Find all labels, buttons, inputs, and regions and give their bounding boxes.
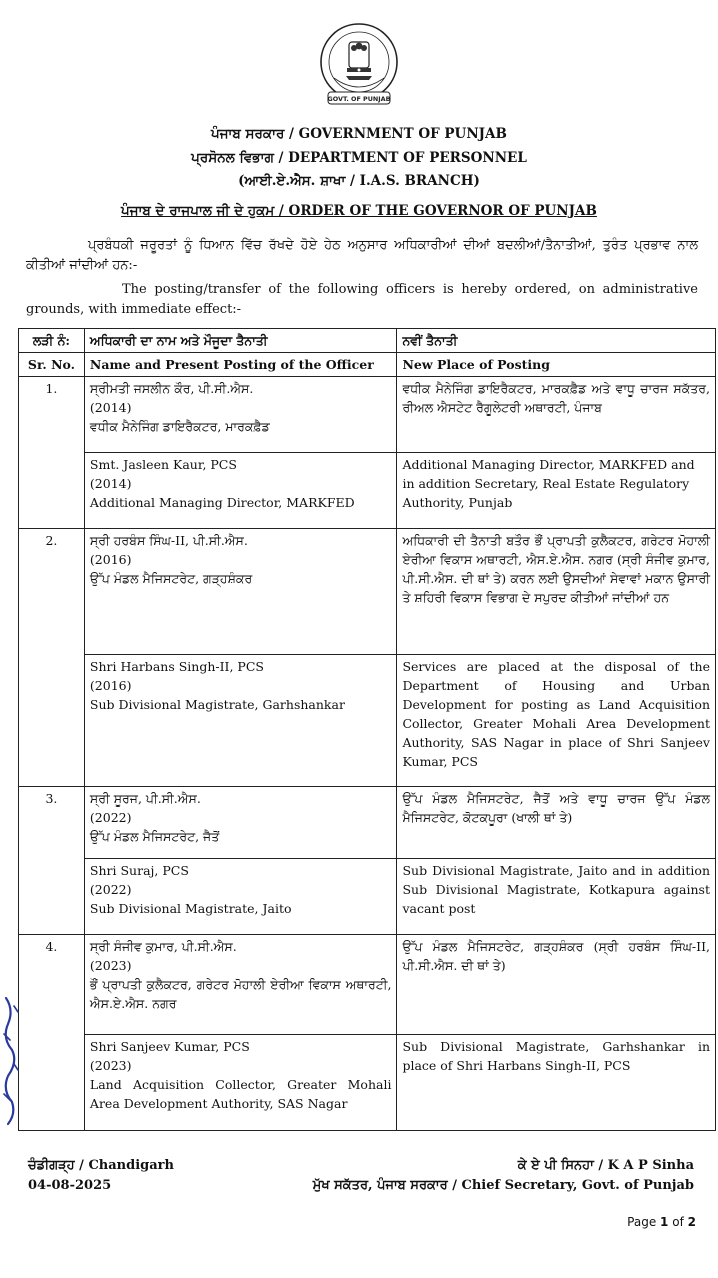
officer-cell-pa [84, 377, 397, 453]
header-row-english [19, 353, 716, 377]
intro-english: The posting/transfer of the following officers is hereby ordered, on administrative grounds, with immediate effect:- [26, 282, 698, 317]
table-row [19, 529, 716, 655]
new-posting: ਉੱਪ ਮੰਡਲ ਮੈਜਿਸਟਰੇਟ, ਜੈਤੋਂ ਅਤੇ ਵਾਧੂ ਚਾਰਜ ਉੱਪ ਮੰਡਲ ਮੈਜਿਸਟਰੇਟ, ਕੋਟਕਪੂਰਾ (ਖਾਲੀ ਥਾਂ ਤੇ) [397, 787, 716, 859]
present-posting: ਭੌਂ ਪ੍ਰਾਪਤੀ ਕੁਲੈਕਟਰ, ਗਰੇਟਰ ਮੋਹਾਲੀ ਏਰੀਆ ਵਿਕਾਸ ਅਥਾਰਟੀ, ਐਸ.ਏ.ਐਸ. ਨਗਰ [89, 977, 392, 1011]
branch-heading: (ਆਈ.ਏ.ਐਸ. ਸ਼ਾਖਾ / I.A.S. BRANCH) [238, 173, 480, 189]
officer-name: Shri Suraj, PCS [89, 863, 189, 878]
header-row-punjabi [19, 329, 716, 353]
page-number [627, 1215, 696, 1229]
footer-place-date [28, 1156, 174, 1196]
sr-number: 2. [19, 529, 85, 787]
table-row [19, 935, 716, 1035]
present-posting: Sub Divisional Magistrate, Jaito [89, 901, 292, 916]
department-heading: ਪ੍ਰਸੋਨਲ ਵਿਭਾਗ / DEPARTMENT OF PERSONNEL [191, 150, 527, 166]
emblem-label: GOVT. OF PUNJAB [327, 95, 391, 103]
present-posting: ਉੱਪ ਮੰਡਲ ਮੈਜਿਸਟਰੇਟ, ਗੜ੍ਹਸ਼ੰਕਰ [89, 571, 253, 586]
new-posting: ਉੱਪ ਮੰਡਲ ਮੈਜਿਸਟਰੇਟ, ਗੜ੍ਹਸ਼ੰਕਰ (ਸ੍ਰੀ ਹਰਬੰਸ ਸਿੰਘ-II, ਪੀ.ਸੀ.ਐਸ. ਦੀ ਥਾਂ ਤੇ) [397, 935, 716, 1035]
officer-batch: (2023) [89, 958, 132, 973]
officer-cell-en [84, 859, 397, 935]
officer-cell-pa [84, 529, 397, 655]
header-officer-pa: ਅਧਿਕਾਰੀ ਦਾ ਨਾਮ ਅਤੇ ਮੌਜੂਦਾ ਤੈਨਾਤੀ [84, 329, 397, 353]
order-title: ਪੰਜਾਬ ਦੇ ਰਾਜਪਾਲ ਜੀ ਦੇ ਹੁਕਮ / ORDER OF THE GOVERNOR OF PUNJAB [121, 203, 597, 219]
government-heading: ਪੰਜਾਬ ਸਰਕਾਰ / GOVERNMENT OF PUNJAB [211, 126, 507, 142]
officer-cell-en [84, 1035, 397, 1131]
page-current: 1 [660, 1215, 669, 1229]
officer-batch: (2016) [89, 552, 132, 567]
officer-name: ਸ੍ਰੀਮਤੀ ਜਸਲੀਨ ਕੌਰ, ਪੀ.ਸੀ.ਐਸ. [89, 381, 254, 396]
table-row [19, 453, 716, 529]
officer-batch: (2022) [89, 882, 132, 897]
header-new-pa: ਨਵੀਂ ਤੈਨਾਤੀ [397, 329, 716, 353]
new-posting: Additional Managing Director, MARKFED and in addition Secretary, Real Estate Regulatory Authority, Punjab [397, 453, 716, 529]
officer-cell-en [84, 453, 397, 529]
officer-name: ਸ੍ਰੀ ਹਰਬੰਸ ਸਿੰਘ-II, ਪੀ.ਸੀ.ਐਸ. [89, 533, 248, 548]
header-sr-pa: ਲੜੀ ਨੰ: [19, 329, 85, 353]
table-row [19, 1035, 716, 1131]
new-posting: ਅਧਿਕਾਰੀ ਦੀ ਤੈਨਾਤੀ ਬਤੌਰ ਭੌਂ ਪ੍ਰਾਪਤੀ ਕੁਲੈਕਟਰ, ਗਰੇਟਰ ਮੋਹਾਲੀ ਏਰੀਆ ਵਿਕਾਸ ਅਥਾਰਟੀ, ਐਸ.ਏ.ਐਸ. ਨਗਰ (ਸ੍ਰੀ ਸੰਜੀਵ ਕੁਮਾਰ, ਪੀ.ਸੀ.ਐਸ. ਦੀ ਥਾਂ ਤੇ) ਕਰਨ ਲਈ ਉਸਦੀਆਂ ਸੇਵਾਵਾਂ ਮਕਾਨ ਉਸਾਰੀ ਤੇ ਸ਼ਹਿਰੀ ਵਿਕਾਸ ਵਿਭਾਗ ਦੇ ਸਪੁਰਦ ਕੀਤੀਆਂ ਜਾਂਦੀਆਂ ਹਨ [397, 529, 716, 655]
page-of: of [672, 1215, 684, 1229]
intro-punjabi: ਪ੍ਰਬੰਧਕੀ ਜਰੂਰਤਾਂ ਨੂੰ ਧਿਆਨ ਵਿੱਚ ਰੱਖਦੇ ਹੋਏ ਹੇਠ ਅਨੁਸਾਰ ਅਧਿਕਾਰੀਆਂ ਦੀਆਂ ਬਦਲੀਆਂ/ਤੈਨਾਤੀਆਂ, ਤੁਰੰਤ ਪ੍ਰਭਾਵ ਨਾਲ ਕੀਤੀਆਂ ਜਾਂਦੀਆਂ ਹਨ:- [26, 238, 698, 273]
officer-cell-pa [84, 935, 397, 1035]
punjab-emblem-icon [318, 20, 400, 110]
table-row [19, 787, 716, 859]
officer-name: Shri Harbans Singh-II, PCS [89, 659, 264, 674]
table-row [19, 655, 716, 787]
officer-batch: (2014) [89, 400, 132, 415]
officer-name: Smt. Jasleen Kaur, PCS [89, 457, 237, 472]
new-posting: ਵਧੀਕ ਮੈਨੇਜਿੰਗ ਡਾਇਰੈਕਟਰ, ਮਾਰਕਫ਼ੈਡ ਅਤੇ ਵਾਧੂ ਚਾਰਜ ਸਕੱਤਰ, ਰੀਅਲ ਐਸਟੇਟ ਰੈਗੂਲੇਟਰੀ ਅਥਾਰਟੀ, ਪੰਜਾਬ [397, 377, 716, 453]
signatory-name: ਕੇ ਏ ਪੀ ਸਿਨਹਾ / K A P Sinha [517, 1158, 694, 1173]
signatory-designation: ਮੁੱਖ ਸਕੱਤਰ, ਪੰਜਾਬ ਸਰਕਾਰ / Chief Secretary, Govt. of Punjab [312, 1178, 694, 1193]
page-total: 2 [687, 1215, 696, 1229]
new-posting: Sub Divisional Magistrate, Garhshankar in place of Shri Harbans Singh-II, PCS [397, 1035, 716, 1131]
postings-table [18, 328, 716, 1131]
place: ਚੰਡੀਗੜ੍ਹ / Chandigarh [28, 1158, 174, 1173]
officer-name: ਸ੍ਰੀ ਸੰਜੀਵ ਕੁਮਾਰ, ਪੀ.ਸੀ.ਐਸ. [89, 939, 237, 954]
table-row [19, 859, 716, 935]
officer-name: Shri Sanjeev Kumar, PCS [89, 1039, 250, 1054]
margin-ink-stamp-icon [0, 990, 22, 1130]
sr-number: 1. [19, 377, 85, 529]
order-date: 04-08-2025 [28, 1178, 112, 1193]
header-officer-en: Name and Present Posting of the Officer [84, 353, 397, 377]
officer-cell-en [84, 655, 397, 787]
officer-name: ਸ੍ਰੀ ਸੂਰਜ, ਪੀ.ਸੀ.ਐਸ. [89, 791, 201, 806]
new-posting: Sub Divisional Magistrate, Jaito and in addition Sub Divisional Magistrate, Kotkapura against vacant post [397, 859, 716, 935]
present-posting: ਉੱਪ ਮੰਡਲ ਮੈਜਿਸਟਰੇਟ, ਜੈਤੋਂ [89, 829, 220, 844]
present-posting: ਵਧੀਕ ਮੈਨੇਜਿੰਗ ਡਾਇਰੈਕਟਰ, ਮਾਰਕਫ਼ੈਡ [89, 419, 270, 434]
officer-batch: (2016) [89, 678, 132, 693]
officer-cell-pa [84, 787, 397, 859]
officer-batch: (2022) [89, 810, 132, 825]
officer-batch: (2014) [89, 476, 132, 491]
present-posting: Land Acquisition Collector, Greater Mohali Area Development Authority, SAS Nagar [89, 1077, 392, 1111]
table-row [19, 377, 716, 453]
present-posting: Sub Divisional Magistrate, Garhshankar [89, 697, 345, 712]
header-new-en: New Place of Posting [397, 353, 716, 377]
sr-number: 3. [19, 787, 85, 935]
footer-signatory [313, 1156, 694, 1196]
present-posting: Additional Managing Director, MARKFED [89, 495, 355, 510]
sr-number: 4. [19, 935, 85, 1131]
page-word: Page [627, 1215, 657, 1229]
header-sr-en: Sr. No. [19, 353, 85, 377]
officer-batch: (2023) [89, 1058, 132, 1073]
new-posting: Services are placed at the disposal of the Department of Housing and Urban Development for posting as Land Acquisition Collector, Greater Mohali Area Development Authority, SAS Nagar in place of Shri Sanjeev Kumar, PCS [397, 655, 716, 787]
